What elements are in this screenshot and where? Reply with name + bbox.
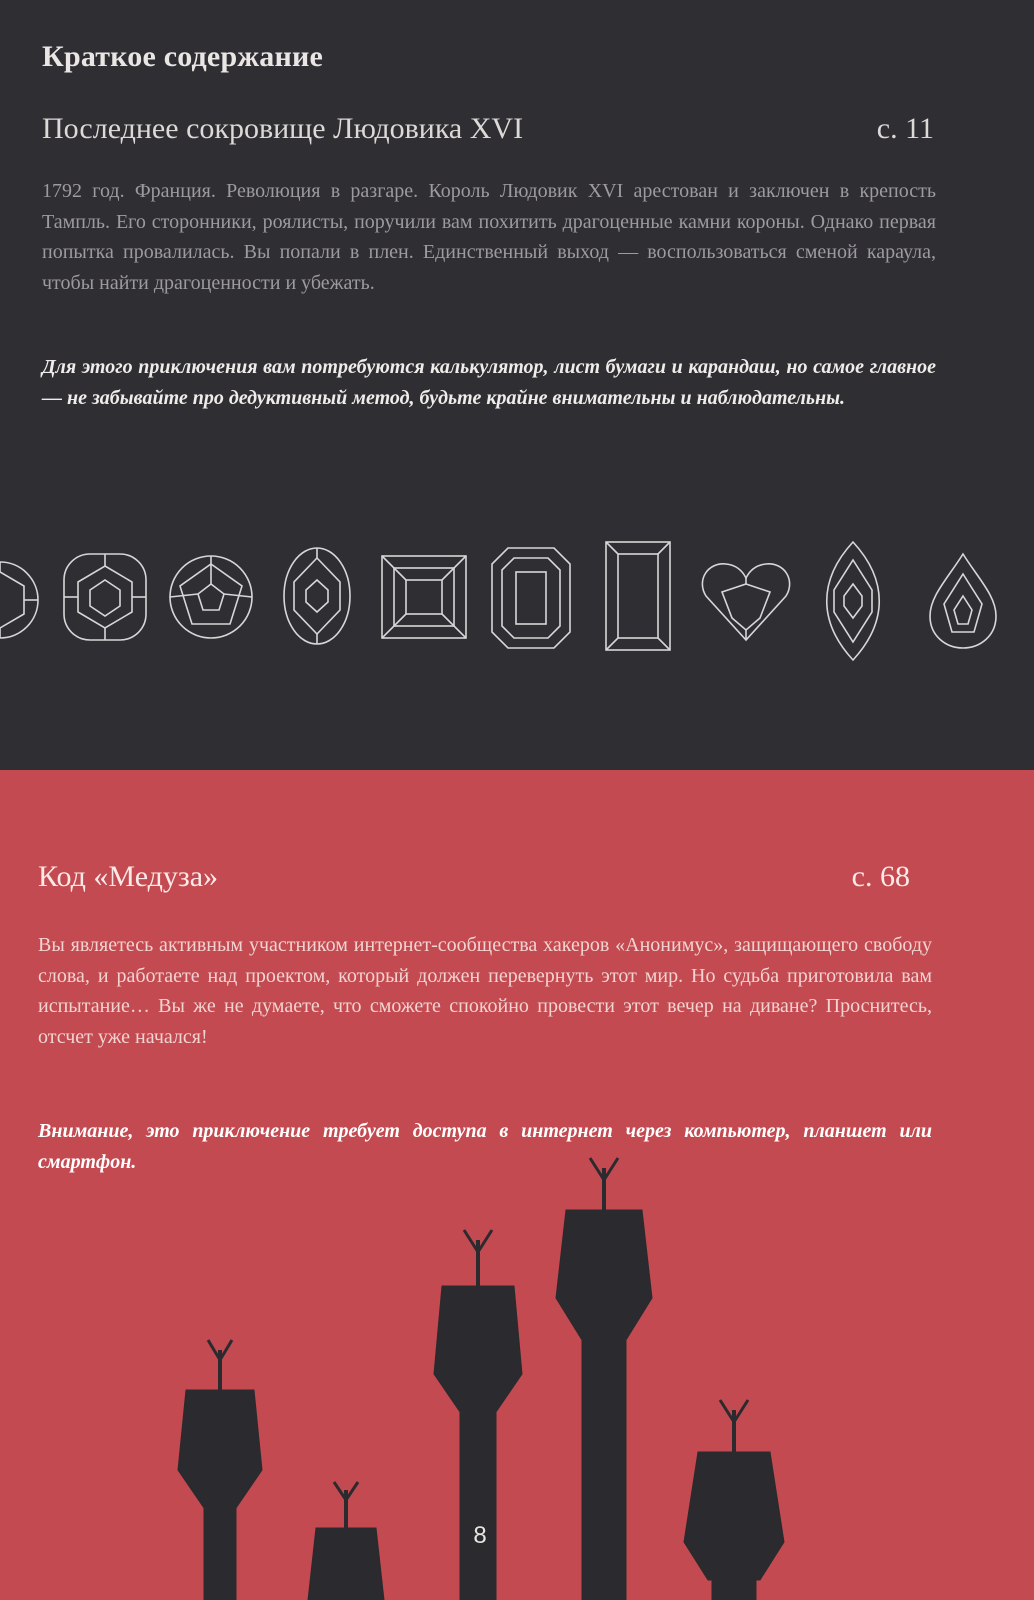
marquise-gem-icon — [818, 540, 888, 662]
entry-1-page-ref: с. 11 — [876, 112, 934, 145]
entry-2-title: Код «Медуза» — [38, 860, 219, 893]
oval-gem-icon — [282, 546, 352, 646]
entry-1-title: Последнее сокровище Людовика XVI — [42, 112, 524, 145]
pear-gem-icon — [928, 552, 998, 650]
entry-1-note: Для этого приключения вам потребуются калькулятор, лист бумаги и карандаш, но самое главное — не забывайте про дедуктивный метод, будьте крайне внимательны и наблюдательны. — [42, 356, 936, 409]
entry-2-page-ref: с. 68 — [851, 860, 910, 893]
emerald-gem-icon — [490, 546, 572, 650]
round-gem-icon — [0, 560, 40, 640]
page-number: 8 — [473, 1522, 487, 1549]
contents-heading: Краткое содержание — [42, 40, 323, 73]
entry-2-description: Вы являетесь активным участником интернет-сообщества хакеров «Анонимус», защищающего свободу слова, и работаете над проектом, который должен перевернуть этот мир. Но судьба приготовила вам испытание… Вы же не думаете, что сможете спокойно провести этот вечер на диване? Проснитесь, отсчет уже начался! — [38, 934, 932, 1048]
cushion-gem-icon — [62, 552, 148, 642]
baguette-gem-icon — [604, 540, 672, 652]
contents-bottom-section — [0, 770, 1034, 1600]
heart-gem-icon — [700, 560, 792, 642]
entry-2-header — [38, 860, 910, 894]
entry-1-description: 1792 год. Франция. Революция в разгаре. Король Людовик XVI арестован и заключен в крепость Тампль. Его сторонники, роялисты, поручили вам похитить драгоценные камни короны. Однако первая попытка провалилась. Вы попали в плен. Единственный выход — воспользоваться сменой караула, чтобы найти драгоценности и убежать. — [42, 180, 936, 294]
entry-2-note: Внимание, это приключение требует доступа в интернет через компьютер, планшет или смартфон. — [38, 1120, 932, 1173]
contents-top-section — [0, 0, 1034, 770]
brilliant-gem-icon — [168, 554, 254, 640]
entry-1-header — [42, 112, 934, 146]
gem-outlines-icon — [0, 540, 1034, 690]
square-gem-icon — [380, 554, 468, 640]
